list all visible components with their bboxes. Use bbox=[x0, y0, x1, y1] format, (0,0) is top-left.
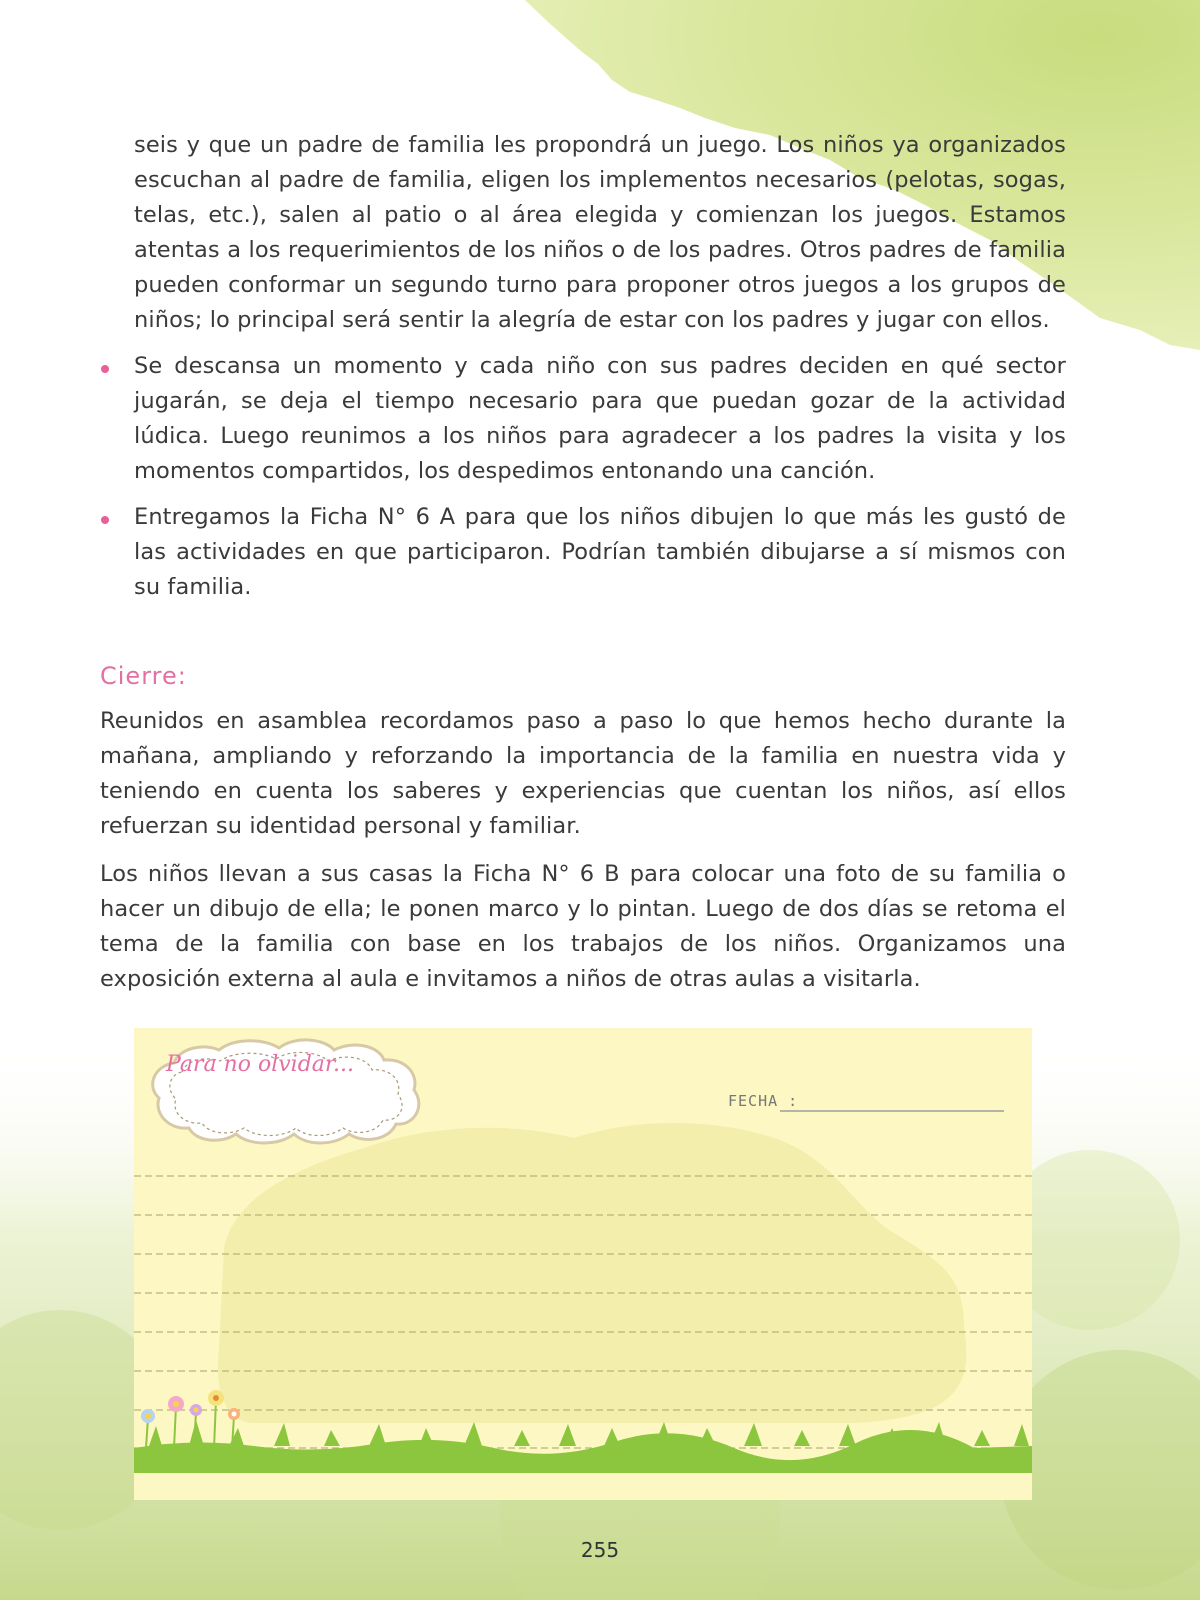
bullet-dot-icon bbox=[101, 516, 109, 524]
continuation-paragraph: seis y que un padre de familia les propondrá un juego. Los niños ya organizados escuchan al padre de familia, eligen los implementos necesarios (pelotas, sogas, telas, etc.), salen al patio o al área elegida y comienzan los juegos. Estamos atentas a los requerimientos de los niños o de los padres. Otros padres de familia pueden conformar un segundo turno para proponer otros juegos a los grupos de niños; lo principal será sentir la alegría de estar con los padres y jugar con ellos. bbox=[134, 132, 1066, 333]
note-badge: Para no olvidar... bbox=[166, 1052, 354, 1077]
hill-shape bbox=[218, 1123, 967, 1423]
bullet-item bbox=[134, 349, 1066, 489]
grass-strip bbox=[134, 1420, 1032, 1473]
cierre-paragraph: Los niños llevan a sus casas la Ficha N° 6 B para colocar una foto de su familia o hacer un dibujo de ella; le ponen marco y lo pintan. Luego de dos días se retoma el tema de la familia con base en los trabajos de los niños. Organizamos una exposición externa al aula e invitamos a niños de otras aulas a visitarla. bbox=[100, 861, 1066, 992]
bullet-text: Entregamos la Ficha N° 6 A para que los niños dibujen lo que más les gustó de las actividades en que participaron. Podrían también dibujarse a sí mismos con su familia. bbox=[134, 504, 1066, 600]
bullet-dot-icon bbox=[101, 365, 109, 373]
date-label: FECHA : bbox=[728, 1092, 799, 1110]
note-card bbox=[134, 1028, 1032, 1500]
cierre-paragraph: Reunidos en asamblea recordamos paso a paso lo que hemos hecho durante la mañana, ampliando y reforzando la importancia de la familia en nuestra vida y teniendo en cuenta los saberes y experiencias que cuentan los niños, así ellos refuerzan su identidad personal y familiar. bbox=[100, 708, 1066, 839]
activity-text bbox=[134, 128, 1066, 605]
page-number: 255 bbox=[580, 1538, 620, 1562]
cierre-heading: Cierre: bbox=[100, 662, 187, 690]
bullet-item bbox=[134, 500, 1066, 605]
cierre-text bbox=[100, 704, 1066, 997]
note-card-art bbox=[134, 1028, 1032, 1500]
bullet-list bbox=[134, 349, 1066, 605]
bullet-text: Se descansa un momento y cada niño con sus padres deciden en qué sector jugarán, se deja el tiempo necesario para que puedan gozar de la actividad lúdica. Luego reunimos a los niños para agradecer a los padres la visita y los momentos compartidos, los despedimos entonando una canción. bbox=[134, 353, 1066, 484]
